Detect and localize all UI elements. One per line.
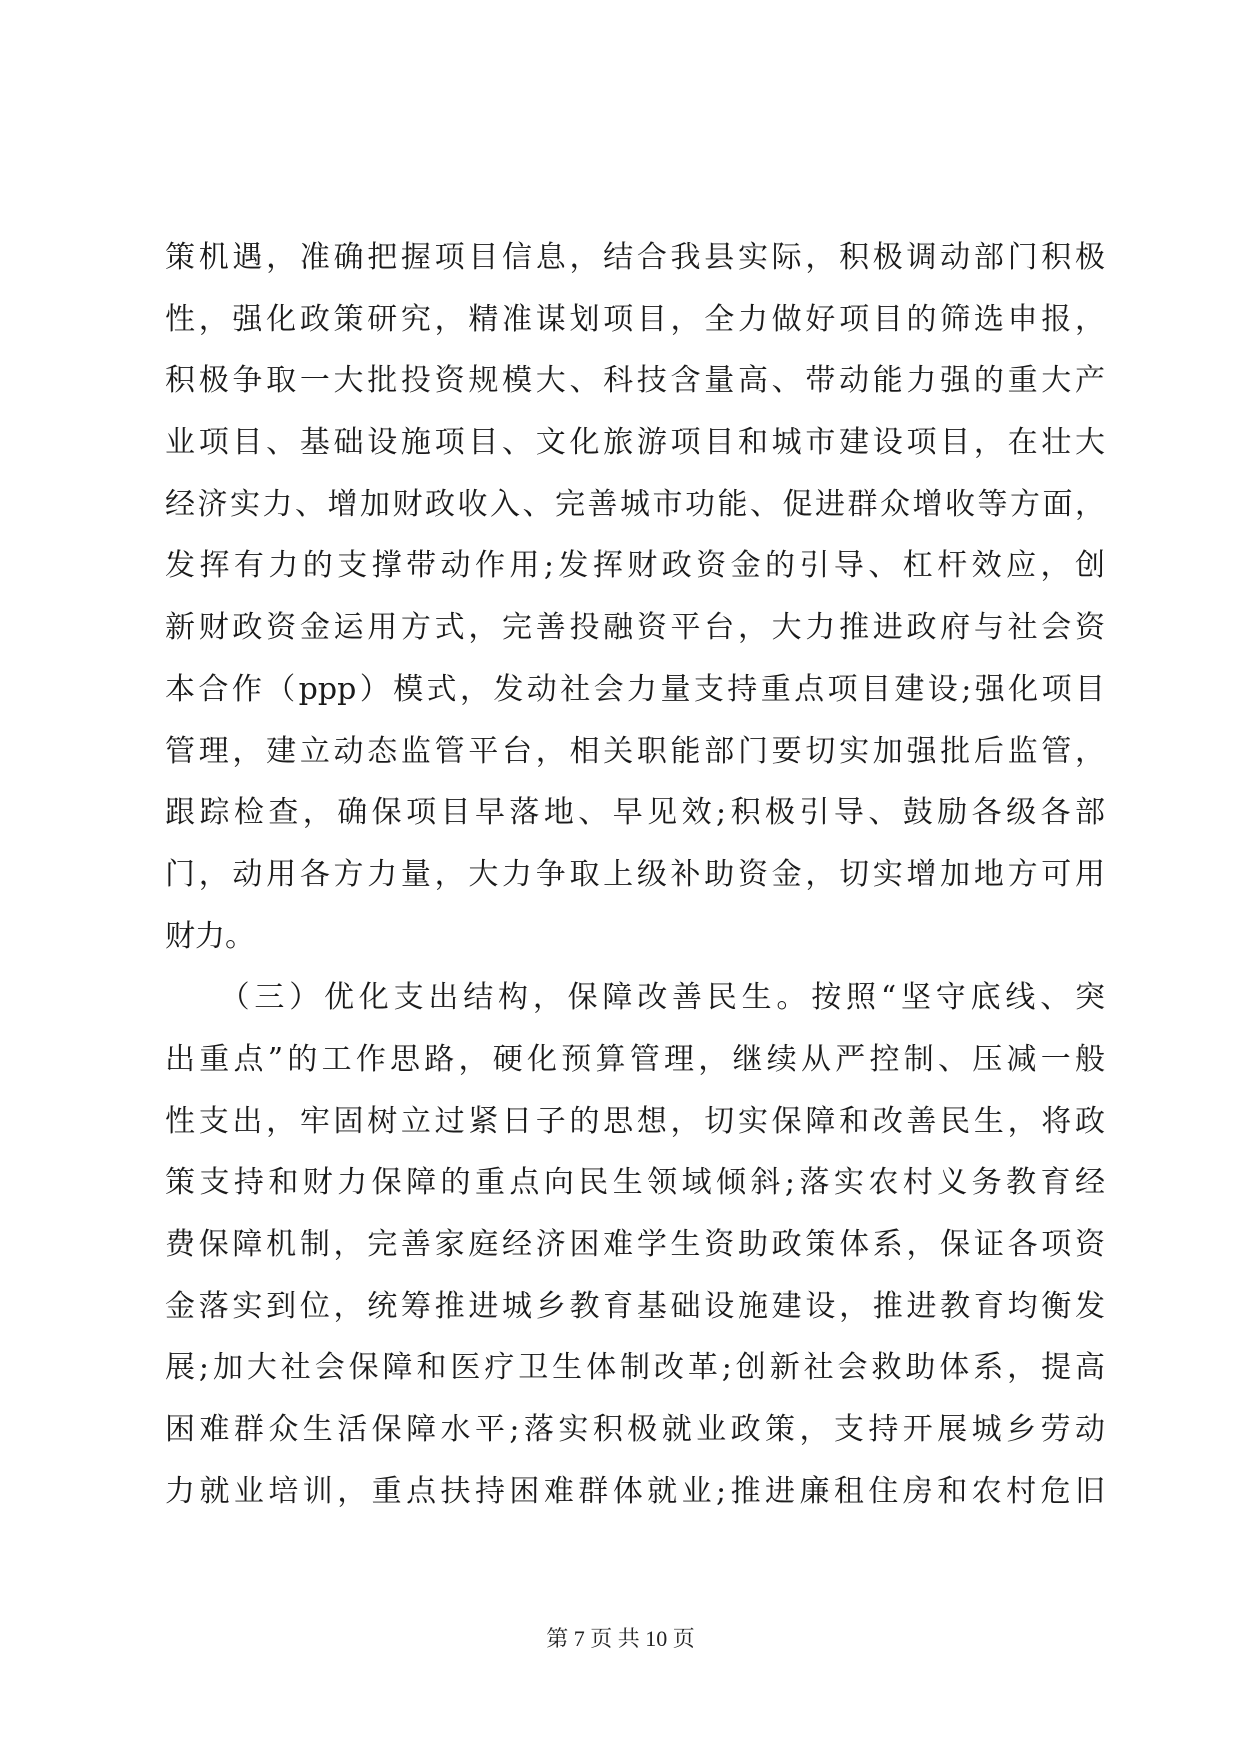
text-line: 性支出，牢固树立过紧日子的思想，切实保障和改善民生，将政: [165, 1103, 1105, 1139]
text-line: 积极争取一大批投资规模大、科技含量高、带动能力强的重大产: [165, 363, 1105, 399]
text-line: 经济实力、增加财政收入、完善城市功能、促进群众增收等方面，: [165, 486, 1105, 522]
text-line: 策机遇，准确把握项目信息，结合我县实际，积极调动部门积极: [165, 240, 1105, 275]
text-line: 门，动用各方力量，大力争取上级补助资金，切实增加地方可用: [165, 856, 1105, 892]
text-line: 财力。: [165, 918, 255, 954]
section-heading-line: （三）优化支出结构，保障改善民生。按照“坚守底线、突: [165, 980, 1105, 1016]
text-line: 跟踪检查，确保项目早落地、早见效;积极引导、鼓励各级各部: [165, 795, 1105, 831]
text-line: 管理，建立动态监管平台，相关职能部门要切实加强批后监管，: [165, 733, 1105, 769]
text-line: 困难群众生活保障水平;落实积极就业政策，支持开展城乡劳动: [165, 1412, 1105, 1448]
text-line: 业项目、基础设施项目、文化旅游项目和城市建设项目，在壮大: [165, 425, 1105, 461]
page-number-footer: 第 7 页 共 10 页: [546, 1626, 695, 1651]
text-line: 金落实到位，统筹推进城乡教育基础设施建设，推进教育均衡发: [165, 1288, 1105, 1324]
body-text: [165, 227, 1105, 1522]
text-line: 本合作（ppp）模式，发动社会力量支持重点项目建设;强化项目: [165, 671, 1105, 707]
text-line: 出重点”的工作思路，硬化预算管理，继续从严控制、压减一般: [165, 1041, 1105, 1077]
text-line: 性，强化政策研究，精准谋划项目，全力做好项目的筛选申报，: [165, 301, 1105, 337]
text-line: 力就业培训，重点扶持困难群体就业;推进廉租住房和农村危旧: [165, 1473, 1105, 1509]
text-line: 策支持和财力保障的重点向民生领域倾斜;落实农村义务教育经: [165, 1165, 1105, 1201]
text-line: 费保障机制，完善家庭经济困难学生资助政策体系，保证各项资: [165, 1227, 1105, 1262]
text-line: 发挥有力的支撑带动作用;发挥财政资金的引导、杠杆效应，创: [165, 548, 1105, 584]
text-line: 展;加大社会保障和医疗卫生体制改革;创新社会救助体系，提高: [165, 1350, 1105, 1386]
text-line: 新财政资金运用方式，完善投融资平台，大力推进政府与社会资: [165, 610, 1105, 646]
